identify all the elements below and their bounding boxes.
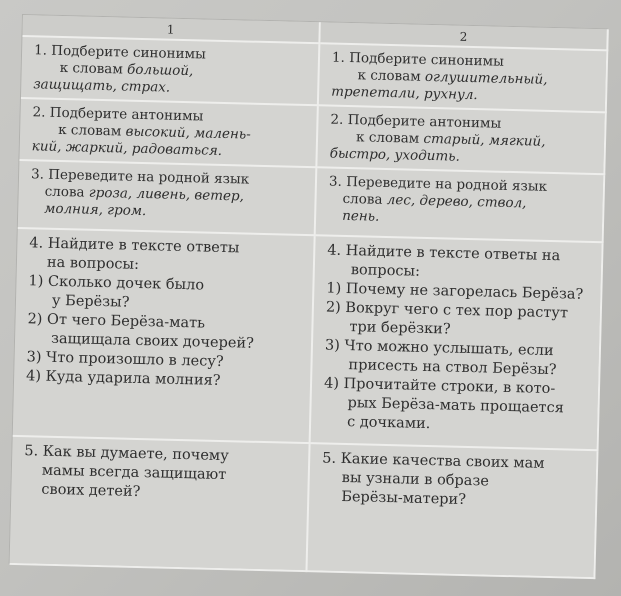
task-line: Берёзы-матери? <box>341 488 467 508</box>
question-item: 2) От чего Берёза-мать <box>27 311 206 332</box>
task-text: слова <box>342 190 387 208</box>
assignment-table <box>9 14 608 578</box>
question-item: 4) Прочитайте строки, в кото- <box>323 375 556 398</box>
task-words: гроза, ливень, ветер, <box>88 184 245 205</box>
task-heading: 2. Подберите антонимы <box>32 104 204 125</box>
task-heading: 4. Найдите в тексте ответы <box>29 235 240 257</box>
question-item: 2) Вокруг чего с тех пор растут <box>325 299 569 322</box>
task-words: быстро, уходить. <box>329 145 461 165</box>
task-line: мамы всегда защищают <box>41 462 227 484</box>
task-heading: 2. Подберите антонимы <box>330 111 502 132</box>
task-3-variant-1 <box>18 161 318 236</box>
task-heading: 5. Как вы думаете, почему <box>24 443 229 465</box>
question-item: 3) Что произошло в лесу? <box>26 349 224 371</box>
task-line: своих детей? <box>41 481 141 501</box>
task-words: трепетали, рухнул. <box>331 83 478 104</box>
task-heading-cont: вопросы: <box>350 262 421 280</box>
question-item-cont: у Берёзы? <box>51 292 130 311</box>
task-1-variant-2 <box>319 44 608 113</box>
task-text: к словам <box>59 59 128 78</box>
task-line: вы узнали в образе <box>341 469 490 490</box>
task-text: к словам <box>355 129 424 147</box>
task-words: большой, <box>126 61 194 80</box>
column-header-1: 1 <box>22 15 320 44</box>
task-4-variant-2 <box>311 236 604 451</box>
task-words: старый, мягкий, <box>423 130 546 150</box>
question-item-cont: присесть на ствол Берёзы? <box>348 357 557 379</box>
question-item: 4) Куда ударила молния? <box>25 368 221 389</box>
task-heading: 3. Переведите на родной язык <box>328 173 548 195</box>
question-item-cont: рых Берёза-мать прощается <box>347 395 565 417</box>
question-item-cont: защищала своих дочерей? <box>50 330 255 352</box>
task-words: оглушительный, <box>424 68 548 88</box>
task-4-variant-1 <box>13 229 316 444</box>
task-words: пень. <box>341 207 380 225</box>
task-heading: 3. Переведите на родной язык <box>30 166 250 188</box>
task-text: к словам <box>357 67 426 85</box>
task-words: высокий, малень- <box>125 123 251 143</box>
task-3-variant-2 <box>316 168 606 243</box>
question-item-cont: с дочками. <box>346 414 431 433</box>
question-item: 1) Почему не загорелась Берёза? <box>326 280 584 303</box>
task-heading: 5. Какие качества своих мам <box>322 450 545 472</box>
task-heading-cont: на вопросы: <box>46 254 140 273</box>
task-5-variant-1 <box>10 437 311 572</box>
question-item: 3) Что можно услышать, если <box>324 337 554 360</box>
task-words: защищать, страх. <box>33 76 171 96</box>
task-5-variant-2 <box>307 444 598 579</box>
task-text: слова <box>44 183 90 201</box>
question-item-cont: три берёзки? <box>349 319 451 338</box>
task-words: лес, дерево, ствол, <box>386 191 527 212</box>
task-heading: 1. Подберите синонимы <box>331 49 504 70</box>
question-item: 1) Сколько дочек было <box>28 273 205 294</box>
task-2-variant-2 <box>317 106 606 175</box>
column-header-2: 2 <box>320 22 608 51</box>
task-heading: 1. Подберите синонимы <box>33 42 207 63</box>
task-text: к словам <box>57 121 126 140</box>
task-words: кий, жаркий, радоваться. <box>31 138 223 159</box>
task-words: молния, гром. <box>44 200 147 220</box>
task-heading: 4. Найдите в тексте ответы на <box>327 242 561 265</box>
task-1-variant-1 <box>21 37 320 106</box>
task-2-variant-1 <box>19 99 318 168</box>
